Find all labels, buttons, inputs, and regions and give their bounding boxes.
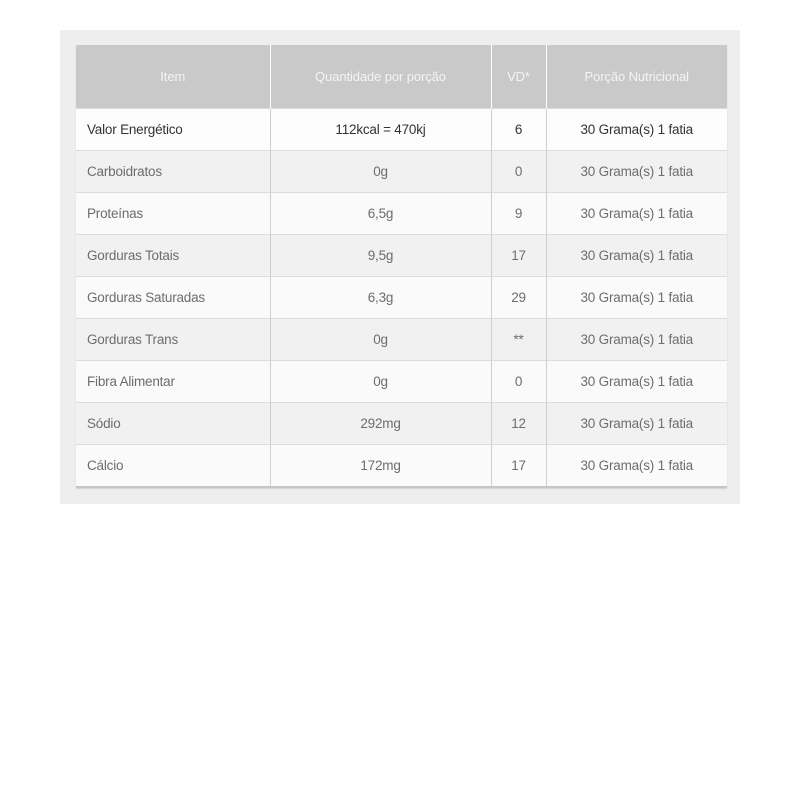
cell-porcao: 30 Grama(s) 1 fatia	[546, 361, 727, 403]
cell-vd: 0	[491, 361, 546, 403]
cell-porcao: 30 Grama(s) 1 fatia	[546, 109, 727, 151]
table-row	[76, 319, 727, 361]
table-row	[76, 403, 727, 445]
cell-vd: 9	[491, 193, 546, 235]
cell-vd: 0	[491, 151, 546, 193]
table-row	[76, 193, 727, 235]
cell-vd: 6	[491, 109, 546, 151]
cell-quantidade: 6,3g	[270, 277, 491, 319]
cell-vd: **	[491, 319, 546, 361]
table-row	[76, 277, 727, 319]
cell-porcao: 30 Grama(s) 1 fatia	[546, 277, 727, 319]
table-row	[76, 151, 727, 193]
cell-porcao: 30 Grama(s) 1 fatia	[546, 151, 727, 193]
cell-item: Valor Energético	[76, 109, 270, 151]
cell-quantidade: 0g	[270, 361, 491, 403]
cell-porcao: 30 Grama(s) 1 fatia	[546, 403, 727, 445]
cell-quantidade: 0g	[270, 319, 491, 361]
cell-quantidade: 172mg	[270, 445, 491, 488]
table-row	[76, 235, 727, 277]
cell-quantidade: 112kcal = 470kj	[270, 109, 491, 151]
cell-quantidade: 6,5g	[270, 193, 491, 235]
cell-porcao: 30 Grama(s) 1 fatia	[546, 193, 727, 235]
cell-vd: 29	[491, 277, 546, 319]
table-header	[76, 45, 727, 109]
cell-item: Sódio	[76, 403, 270, 445]
cell-vd: 17	[491, 235, 546, 277]
cell-vd: 12	[491, 403, 546, 445]
cell-item: Gorduras Trans	[76, 319, 270, 361]
cell-vd: 17	[491, 445, 546, 488]
table-row	[76, 361, 727, 403]
cell-item: Proteínas	[76, 193, 270, 235]
header-quantidade: Quantidade por porção	[270, 45, 491, 109]
table-row	[76, 445, 727, 488]
cell-quantidade: 9,5g	[270, 235, 491, 277]
cell-porcao: 30 Grama(s) 1 fatia	[546, 445, 727, 488]
cell-item: Gorduras Totais	[76, 235, 270, 277]
header-row	[76, 45, 727, 109]
header-porcao: Porção Nutricional	[546, 45, 727, 109]
cell-item: Gorduras Saturadas	[76, 277, 270, 319]
cell-item: Carboidratos	[76, 151, 270, 193]
cell-porcao: 30 Grama(s) 1 fatia	[546, 319, 727, 361]
cell-quantidade: 0g	[270, 151, 491, 193]
cell-quantidade: 292mg	[270, 403, 491, 445]
cell-item: Fibra Alimentar	[76, 361, 270, 403]
nutrition-panel	[60, 30, 740, 504]
header-vd: VD*	[491, 45, 546, 109]
cell-porcao: 30 Grama(s) 1 fatia	[546, 235, 727, 277]
header-item: Item	[76, 45, 270, 109]
nutrition-table	[76, 45, 727, 488]
table-body	[76, 109, 727, 488]
cell-item: Cálcio	[76, 445, 270, 488]
table-row	[76, 109, 727, 151]
